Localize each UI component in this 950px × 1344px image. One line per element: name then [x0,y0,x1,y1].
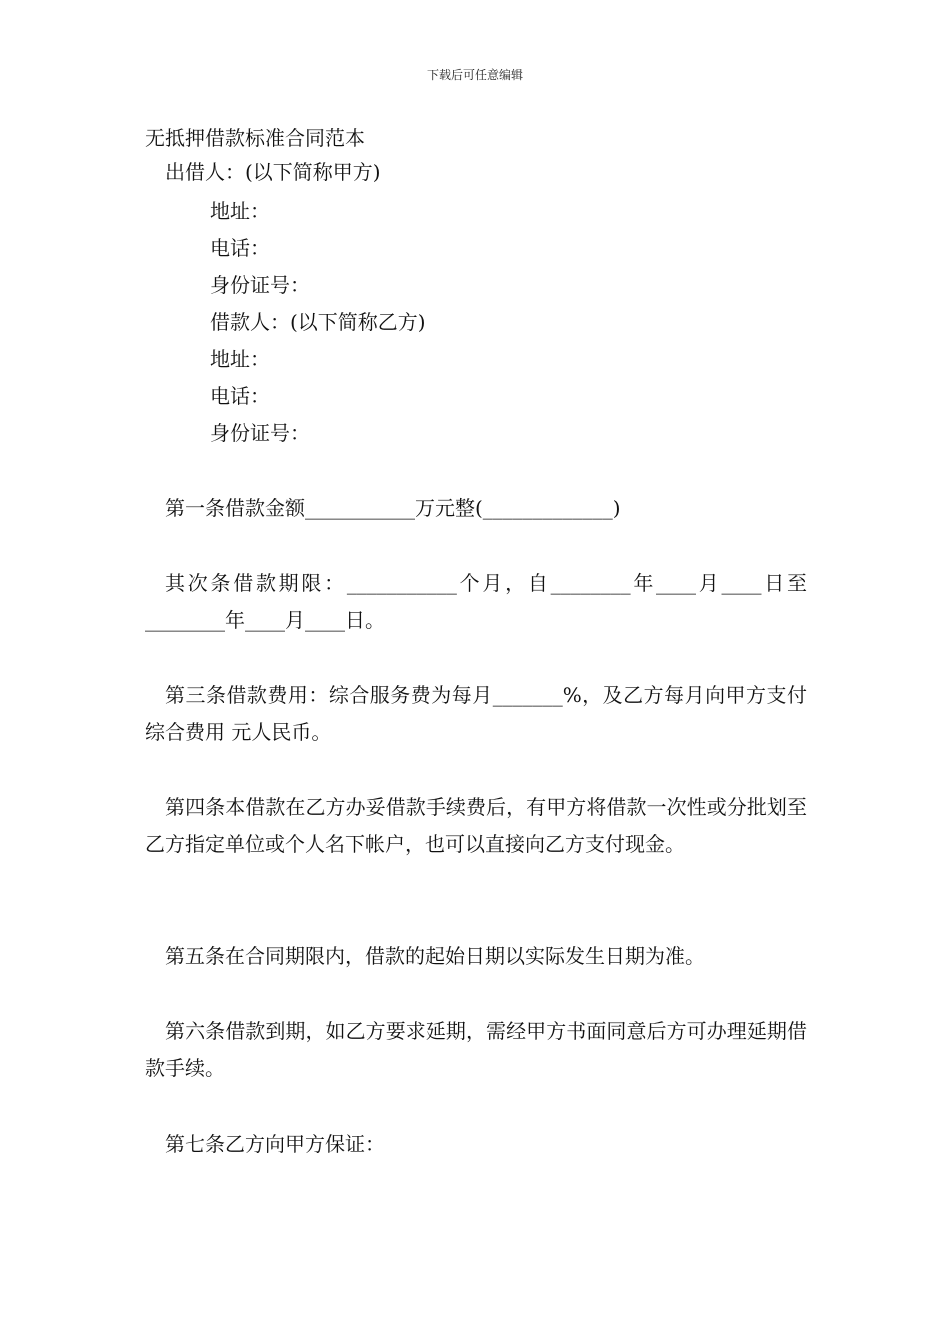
document-title: 无抵押借款标准合同范本 [145,126,365,150]
borrower-id-label: 身份证号： [210,421,310,445]
article-3-loan-fees: 第三条借款费用：综合服务费为每月_______%，及乙方每月向甲方支付综合费用 元人民币。 [145,683,807,744]
article-6-extension: 第六条借款到期，如乙方要求延期，需经甲方书面同意后方可办理延期借款手续。 [145,1019,807,1080]
borrower-phone-label: 电话： [210,384,270,408]
article-1-loan-amount: 第一条借款金额___________万元整(_____________) [165,496,621,520]
lender-phone-label: 电话： [210,236,270,260]
lender-line: 出借人：(以下简称甲方) [165,160,381,184]
article-7-guarantee: 第七条乙方向甲方保证： [165,1132,385,1156]
lender-address-label: 地址： [210,199,270,223]
lender-id-label: 身份证号： [210,273,310,297]
borrower-address-label: 地址： [210,347,270,371]
article-4-disbursement: 第四条本借款在乙方办妥借款手续费后，有甲方将借款一次性或分批划至乙方指定单位或个人名下帐户，也可以直接向乙方支付现金。 [145,795,807,856]
article-5-start-date: 第五条在合同期限内，借款的起始日期以实际发生日期为准。 [165,944,705,968]
borrower-line: 借款人：(以下简称乙方) [210,310,426,334]
article-2-loan-term: 其次条借款期限：___________个月，自________年____月____日至________年____月____日。 [145,571,807,632]
page-header-note: 下载后可任意编辑 [426,68,523,82]
